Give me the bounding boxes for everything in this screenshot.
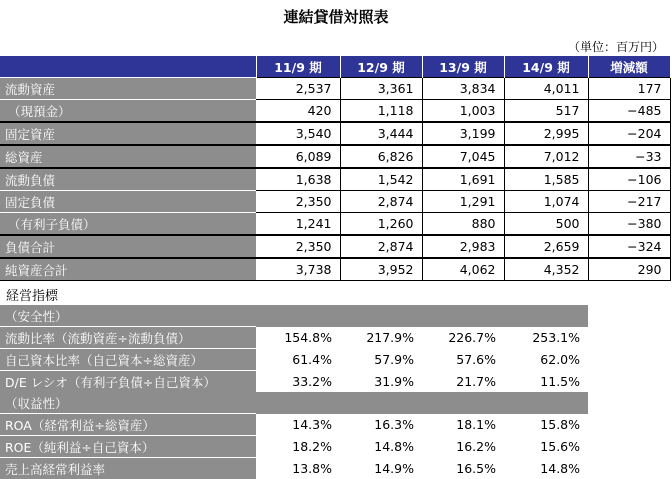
cell-value: 61.4% (256, 349, 340, 371)
table-row (0, 371, 672, 393)
cell-value: 1,585 (504, 168, 588, 191)
table-row (0, 258, 670, 281)
group-header-row (0, 392, 672, 414)
cell-value: 3,834 (422, 78, 504, 100)
header-change: 増減額 (588, 56, 670, 78)
cell-value: 1,638 (256, 168, 340, 191)
cell-value: 2,350 (256, 191, 340, 213)
row-label: 流動負債 (0, 168, 256, 191)
cell-value: 18.2% (256, 436, 340, 458)
cell-value: 18.1% (422, 414, 504, 436)
cell-value: 2,983 (422, 235, 504, 258)
group-header: （安全性） (0, 305, 588, 327)
blank-cell (588, 349, 672, 371)
cell-value: 13.8% (256, 458, 340, 479)
cell-change: 177 (588, 78, 670, 100)
cell-value: 21.7% (422, 371, 504, 393)
row-label: D/E レシオ（有利子負債÷自己資本） (0, 371, 256, 393)
row-label: 自己資本比率（自己資本÷総資産） (0, 349, 256, 371)
cell-value: 2,350 (256, 235, 340, 258)
cell-change: −204 (588, 122, 670, 145)
cell-change: −106 (588, 168, 670, 191)
group-header-row (0, 305, 672, 327)
cell-value: 880 (422, 213, 504, 236)
row-label: （現預金） (0, 100, 256, 123)
table-row (0, 414, 672, 436)
header-fy12: 12/9 期 (340, 56, 422, 78)
cell-change: −217 (588, 191, 670, 213)
section-title: 経営指標 (6, 285, 58, 304)
row-label: 負債合計 (0, 235, 256, 258)
cell-value: 3,738 (256, 258, 340, 281)
cell-value: 14.8% (340, 436, 422, 458)
group-header: （収益性） (0, 392, 588, 414)
cell-change: −324 (588, 235, 670, 258)
cell-value: 226.7% (422, 327, 504, 349)
cell-value: 517 (504, 100, 588, 123)
balance-sheet-table (0, 56, 671, 281)
cell-value: 62.0% (504, 349, 588, 371)
cell-value: 154.8% (256, 327, 340, 349)
table-row (0, 458, 672, 479)
cell-value: 3,199 (422, 122, 504, 145)
cell-value: 2,874 (340, 191, 422, 213)
cell-value: 420 (256, 100, 340, 123)
table-row (0, 145, 670, 168)
header-fy14: 14/9 期 (504, 56, 588, 78)
cell-value: 6,089 (256, 145, 340, 168)
table-row (0, 436, 672, 458)
cell-value: 253.1% (504, 327, 588, 349)
table-row (0, 213, 670, 236)
cell-value: 2,659 (504, 235, 588, 258)
blank-cell (588, 414, 672, 436)
cell-value: 1,691 (422, 168, 504, 191)
cell-value: 1,074 (504, 191, 588, 213)
cell-value: 11.5% (504, 371, 588, 393)
cell-value: 1,241 (256, 213, 340, 236)
cell-change: −380 (588, 213, 670, 236)
cell-change: −33 (588, 145, 670, 168)
row-label: 固定負債 (0, 191, 256, 213)
cell-value: 16.3% (340, 414, 422, 436)
page-title: 連結貸借対照表 (0, 6, 672, 27)
cell-value: 4,352 (504, 258, 588, 281)
table-row (0, 349, 672, 371)
cell-value: 57.6% (422, 349, 504, 371)
cell-value: 2,995 (504, 122, 588, 145)
cell-value: 57.9% (340, 349, 422, 371)
row-label: 流動資産 (0, 78, 256, 100)
cell-value: 31.9% (340, 371, 422, 393)
cell-value: 1,260 (340, 213, 422, 236)
cell-value: 14.8% (504, 458, 588, 479)
cell-value: 1,542 (340, 168, 422, 191)
cell-value: 2,874 (340, 235, 422, 258)
row-label: 総資産 (0, 145, 256, 168)
header-label-cell (0, 56, 256, 78)
cell-value: 3,540 (256, 122, 340, 145)
table-header-row (0, 56, 670, 78)
cell-value: 7,012 (504, 145, 588, 168)
cell-change: 290 (588, 258, 670, 281)
cell-value: 4,062 (422, 258, 504, 281)
row-label: （有利子負債） (0, 213, 256, 236)
blank-cell (588, 371, 672, 393)
cell-value: 16.5% (422, 458, 504, 479)
table-row (0, 168, 670, 191)
cell-value: 2,537 (256, 78, 340, 100)
table-row (0, 78, 670, 100)
cell-value: 7,045 (422, 145, 504, 168)
blank-cell (588, 305, 672, 327)
cell-value: 14.9% (340, 458, 422, 479)
blank-cell (588, 392, 672, 414)
cell-value: 33.2% (256, 371, 340, 393)
cell-value: 3,361 (340, 78, 422, 100)
blank-cell (588, 327, 672, 349)
table-row (0, 100, 670, 123)
cell-value: 3,952 (340, 258, 422, 281)
row-label: ROE（純利益÷自己資本） (0, 436, 256, 458)
blank-cell (588, 458, 672, 479)
cell-value: 15.6% (504, 436, 588, 458)
row-label: 純資産合計 (0, 258, 256, 281)
blank-cell (588, 436, 672, 458)
cell-value: 1,291 (422, 191, 504, 213)
cell-value: 15.8% (504, 414, 588, 436)
table-row (0, 191, 670, 213)
unit-label: （単位：百万円） (568, 38, 664, 55)
header-fy13: 13/9 期 (422, 56, 504, 78)
cell-value: 14.3% (256, 414, 340, 436)
cell-value: 3,444 (340, 122, 422, 145)
cell-value: 6,826 (340, 145, 422, 168)
table-row (0, 327, 672, 349)
row-label: 固定資産 (0, 122, 256, 145)
cell-value: 1,003 (422, 100, 504, 123)
row-label: ROA（経常利益÷総資産） (0, 414, 256, 436)
cell-value: 1,118 (340, 100, 422, 123)
row-label: 流動比率（流動資産÷流動負債） (0, 327, 256, 349)
cell-value: 4,011 (504, 78, 588, 100)
table-row (0, 235, 670, 258)
header-fy11: 11/9 期 (256, 56, 340, 78)
indicators-table (0, 305, 672, 479)
cell-value: 500 (504, 213, 588, 236)
table-row (0, 122, 670, 145)
row-label: 売上高経常利益率 (0, 458, 256, 479)
cell-value: 16.2% (422, 436, 504, 458)
cell-value: 217.9% (340, 327, 422, 349)
cell-change: −485 (588, 100, 670, 123)
